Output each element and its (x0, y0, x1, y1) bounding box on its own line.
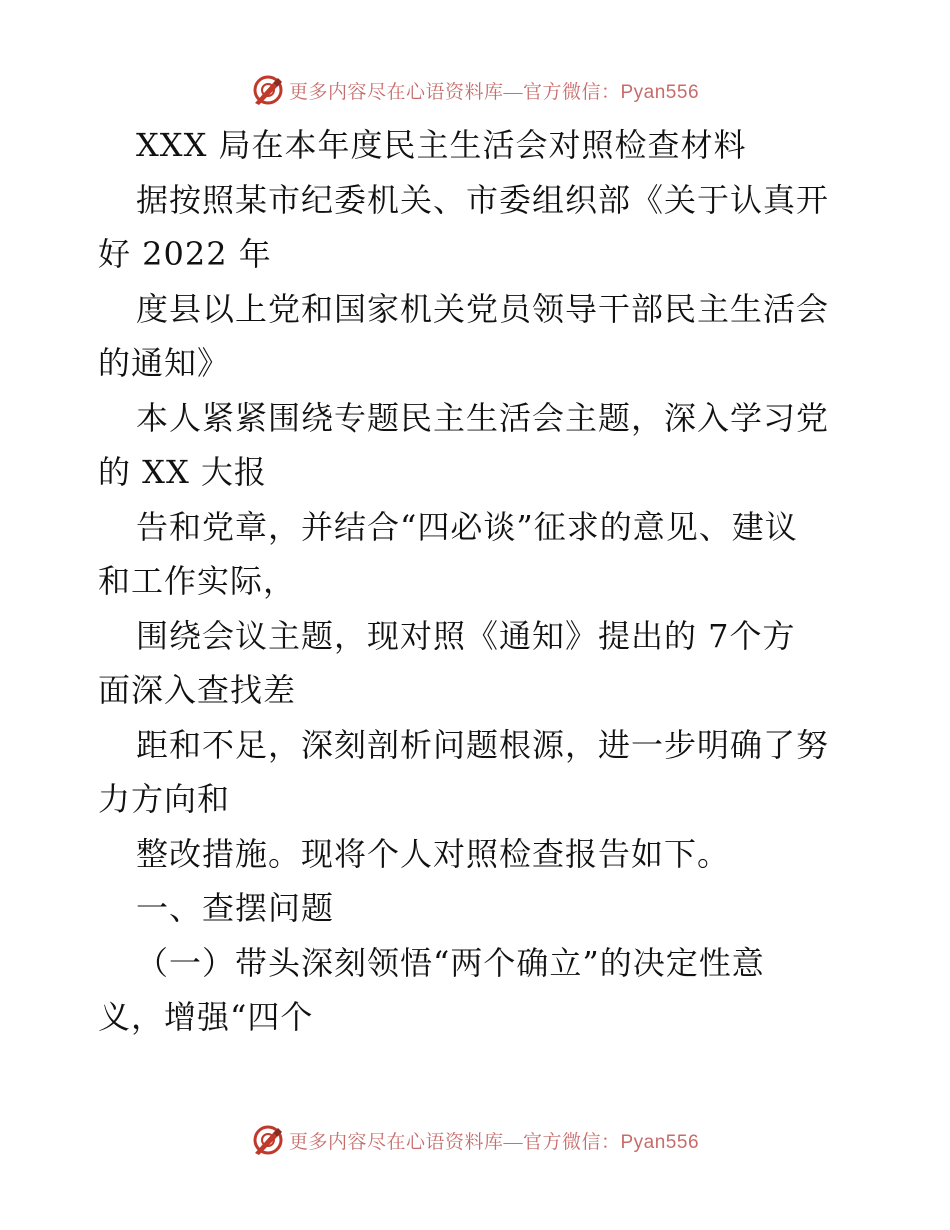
text-line: 面深入查找差 (98, 671, 297, 709)
text-line: 力方向和 (98, 780, 231, 818)
subsection-heading: （一）带头深刻领悟“两个确立”的决定性意 (136, 943, 765, 982)
document-body (98, 118, 858, 1045)
section-heading: 一、查摆问题 (136, 889, 335, 927)
watermark-cn: 更多内容尽在心语资料库 (288, 81, 504, 103)
header-watermark (0, 70, 950, 110)
text-line: 整改措施。现将个人对照检查报告如下。 (136, 834, 731, 873)
watermark-text (289, 77, 699, 104)
text-line: 度县以上党和国家机关党员领导干部民主生活会 (136, 289, 830, 328)
watermark-dash: — (503, 1131, 523, 1153)
pen-circle-logo-icon (251, 73, 285, 107)
watermark-cn: 更多内容尽在心语资料库 (288, 1131, 504, 1153)
watermark-dash: — (503, 81, 523, 103)
footer-watermark (0, 1120, 950, 1160)
text-line: 围绕会议主题，现对照《通知》提出的 7个方 (136, 616, 796, 655)
watermark-official: 官方微信： (522, 1131, 621, 1153)
watermark-official: 官方微信： (522, 81, 621, 103)
text-line: 好 2022 年 (98, 235, 272, 273)
text-line: 距和不足，深刻剖析问题根源，进一步明确了努 (136, 725, 830, 764)
text-line: XXX 局在本年度民主生活会对照检查材料 (136, 126, 747, 164)
text-line: 义，增强“四个 (98, 998, 314, 1036)
watermark-id: Pyan556 (620, 1131, 700, 1153)
text-line: 本人紧紧围绕专题民主生活会主题，深入学习党 (136, 398, 830, 437)
watermark-id: Pyan556 (620, 81, 700, 103)
text-line: 的 XX 大报 (98, 453, 267, 491)
pen-circle-logo-icon (251, 1123, 285, 1157)
text-line: 的通知》 (98, 344, 231, 382)
text-line: 告和党章，并结合“四必谈”征求的意见、建议 (136, 507, 798, 546)
text-line: 据按照某市纪委机关、市委组织部《关于认真开 (136, 180, 830, 219)
text-line: 和工作实际， (98, 562, 297, 600)
watermark-text (289, 1127, 699, 1154)
